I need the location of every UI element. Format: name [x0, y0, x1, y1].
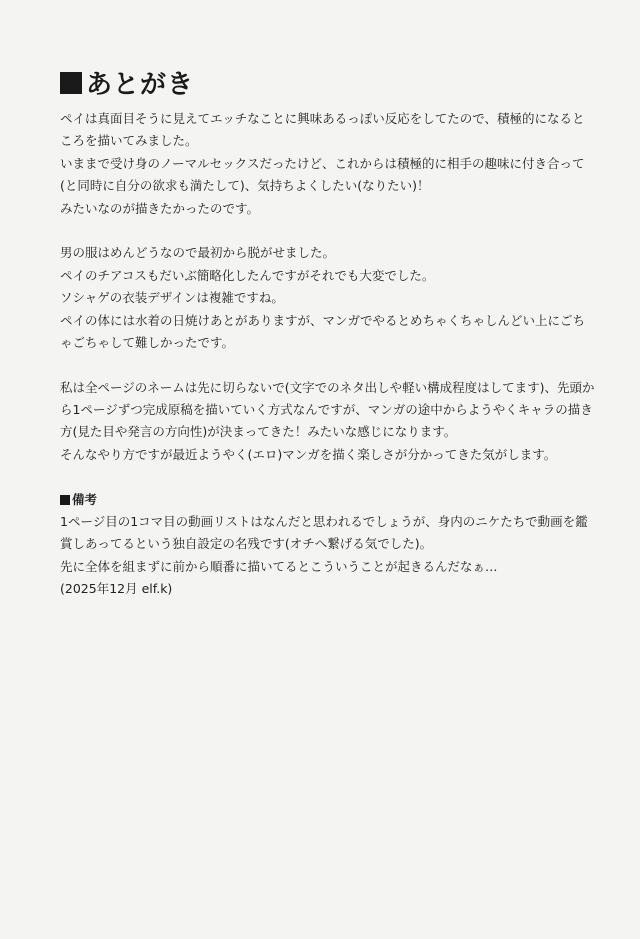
notes-heading-text: 備考 [72, 491, 98, 507]
paragraph-2 [60, 242, 585, 354]
square-bullet-icon [60, 72, 82, 94]
paragraph-gap [60, 466, 585, 488]
text-line: ゃごちゃして難しかったです。 [60, 334, 235, 350]
page-title [60, 64, 194, 101]
square-bullet-icon [60, 495, 70, 505]
text-line: ら1ページずつ完成原稿を描いていく方式なんですが、マンガの途中からようやくキャラの描き [60, 402, 593, 418]
title-text: あとがき [86, 70, 195, 100]
text-line: 私は全ページのネームは先に切らないで(文字でのネタ出しや軽い構成程度はしてます)、先頭か [60, 379, 595, 395]
text-line: ペイのチアコスもだいぶ簡略化したんですがそれでも大変でした。 [60, 267, 435, 283]
text-line: いままで受け身のノーマルセックスだったけど、これからは積極的に相手の趣味に付き合って [60, 155, 585, 171]
paragraph-gap [60, 220, 585, 242]
paragraph-gap [60, 354, 585, 376]
afterword-body [60, 108, 595, 601]
text-line: ペイの体には水着の日焼けあとがありますが、マンガでやるとめちゃくちゃしんどい上にごち [60, 312, 586, 328]
text-line: ころを描いてみました。 [60, 133, 198, 149]
text-line: 賞しあってるという独自設定の名残です(オチへ繋げる気でした)。 [60, 536, 433, 552]
text-line: 男の服はめんどうなので最初から脱がせました。 [60, 245, 336, 261]
text-line: 先に全体を組まずに前から順番に描いてるとこういうことが起きるんだなぁ… [60, 558, 498, 574]
text-line: ペイは真面目そうに見えてエッチなことに興味あるっぽい反応をしてたので、積極的になると [60, 111, 585, 126]
text-line: みたいなのが描きたかったのです。 [60, 200, 260, 216]
notes-section [60, 489, 588, 601]
text-line: そんなやり方ですが最近ようやく(エロ)マンガを描く楽しさが分かってきた気がします。 [60, 446, 557, 462]
signature-line: (2025年12月 elf.k) [60, 581, 173, 597]
text-line: ソシャゲの衣装デザインは複雑ですね。 [60, 290, 284, 306]
paragraph-3 [60, 377, 595, 467]
text-line: (と同時に自分の欲求も満たして)、気持ちよくしたい(なりたい)！ [60, 178, 430, 194]
paragraph-1 [60, 108, 585, 220]
notes-heading [60, 489, 585, 511]
text-line: 1ページ目の1コマ目の動画リストはなんだと思われるでしょうが、身内のニケたちで動画を鑑 [60, 514, 588, 530]
text-line: 方(見た目や発言の方向性)が決まってきた！みたいな感じになります。 [60, 424, 457, 440]
